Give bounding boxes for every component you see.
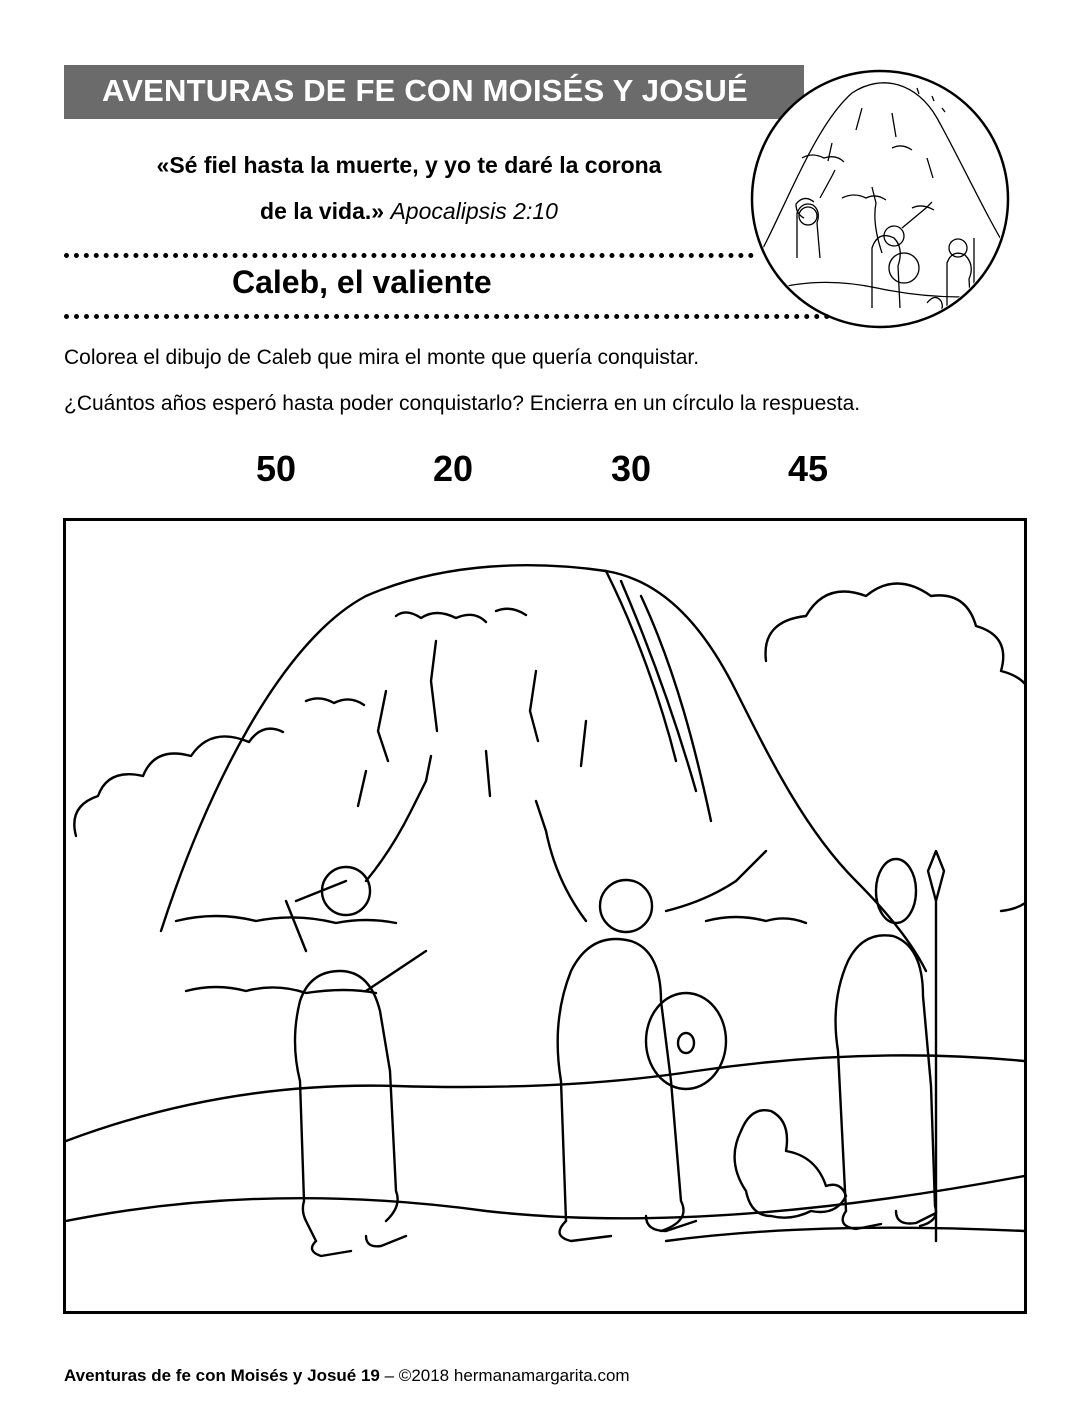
medallion-illustration — [742, 68, 1018, 330]
verse-reference: Apocalipsis 2:10 — [390, 198, 558, 224]
figure-right — [836, 851, 944, 1241]
instruction-line-2: ¿Cuántos años esperó hasta poder conquistarlo? Encierra en un círculo la respuesta. — [64, 392, 861, 415]
lesson-title: Caleb, el valiente — [232, 264, 492, 300]
dotted-divider-top — [64, 253, 754, 258]
coloring-picture-frame[interactable] — [63, 518, 1027, 1314]
mountain — [161, 565, 926, 971]
answer-option-30[interactable]: 30 — [611, 448, 652, 489]
dog — [735, 1110, 846, 1218]
verse-line-1: «Sé fiel hasta la muerte, y yo te daré la corona — [156, 152, 662, 178]
banner-title: AVENTURAS DE FE CON MOISÉS Y JOSUÉ — [102, 73, 748, 108]
memory-verse — [64, 142, 754, 234]
ground — [66, 1055, 1024, 1141]
cloud-left — [74, 729, 283, 836]
verse-line-2: de la vida.» Apocalipsis 2:10 — [260, 198, 558, 224]
answer-option-20[interactable]: 20 — [433, 448, 474, 489]
answer-option-50[interactable]: 50 — [256, 448, 297, 489]
footer-book-title: Aventuras de fe con Moisés y Josué 19 — [64, 1366, 380, 1385]
header-banner — [64, 65, 804, 119]
figure-left — [286, 756, 431, 1256]
instruction-line-1: Colorea el dibujo de Caleb que mira el monte que quería conquistar. — [64, 346, 700, 369]
coloring-picture — [66, 521, 1024, 1311]
answer-option-45[interactable]: 45 — [788, 448, 829, 489]
figure-caleb — [536, 801, 766, 1241]
cloud-right — [766, 584, 1025, 912]
footer-copyright: – ©2018 hermanamargarita.com — [379, 1366, 630, 1385]
dotted-divider-bottom — [64, 314, 830, 319]
footer — [64, 1366, 630, 1386]
